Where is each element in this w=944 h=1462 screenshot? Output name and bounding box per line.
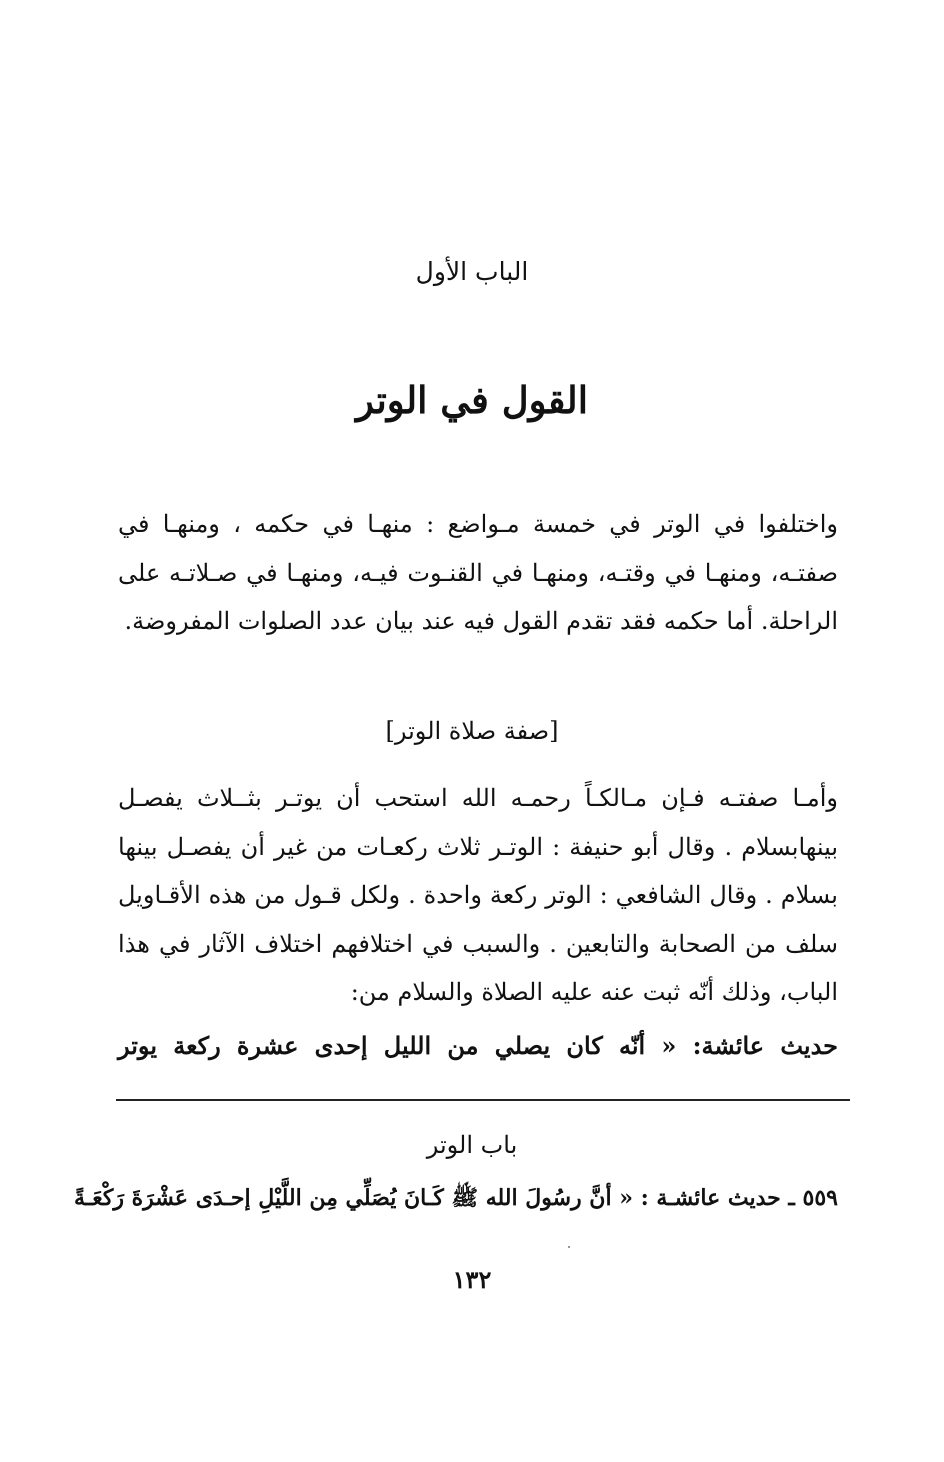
section-heading: [صفة صلاة الوتر]: [385, 717, 559, 745]
hadith-line: حديث عائشة: « أنّه كان يصلي من الليل إحدى عشرة ركعة يوتر: [118, 1031, 838, 1060]
paragraph-line: بينهابسلام . وقال أبو حنيفة : الوتـر ثلاث ركعـات من غير أن يفصـل بينها: [118, 832, 838, 861]
scan-speck: [568, 1246, 570, 1248]
intro-paragraph: [118, 500, 838, 646]
paragraph-line: بسلام . وقال الشافعي : الوتر ركعة واحدة . ولكل قـول من هذه الأقـاويل: [118, 881, 838, 909]
footnote-title: باب الوتر: [426, 1131, 518, 1159]
page-title: القول في الوتر: [356, 378, 588, 422]
hadith-paragraph: [118, 1022, 838, 1071]
paragraph-line: سلف من الصحابة والتابعين . والسبب في اختلافهم اختلاف الآثار في هذا: [118, 929, 838, 958]
footnote-divider: [116, 1099, 850, 1101]
page-number: ١٣٢: [452, 1265, 492, 1294]
paragraph-line: الراحلة. أما حكمه فقد تقدم القول فيه عند بيان عدد الصلوات المفروضة.: [124, 607, 838, 635]
paragraph-line: واختلفوا في الوتر في خمسة مـواضع : منهـا في حكمه ، ومنهـا في: [118, 510, 838, 538]
paragraph-line: وأمـا صفتـه فـإن مـالكـاً رحمـه الله استحب أن يوتـر بثــلاث يفصـل: [118, 784, 838, 812]
paragraph-line: صفتـه، ومنهـا في وقتـه، ومنهـا في القنـوت فيـه، ومنهـا في صـلاتـه على: [118, 558, 838, 587]
footnote-text: ٥٥٩ ـ حديث عائشـة : « أنَّ رسُولَ الله ﷺ كَـانَ يُصَلِّي مِن اللَّيْلِ إحـدَى عَشْرَةَ رَكْعَـةً: [74, 1185, 838, 1211]
chapter-heading: الباب الأول: [415, 257, 529, 286]
paragraph-line: الباب، وذلك أنّه ثبت عنه عليه الصلاة والسلام من:: [350, 978, 838, 1006]
section-paragraph: [118, 774, 838, 1017]
